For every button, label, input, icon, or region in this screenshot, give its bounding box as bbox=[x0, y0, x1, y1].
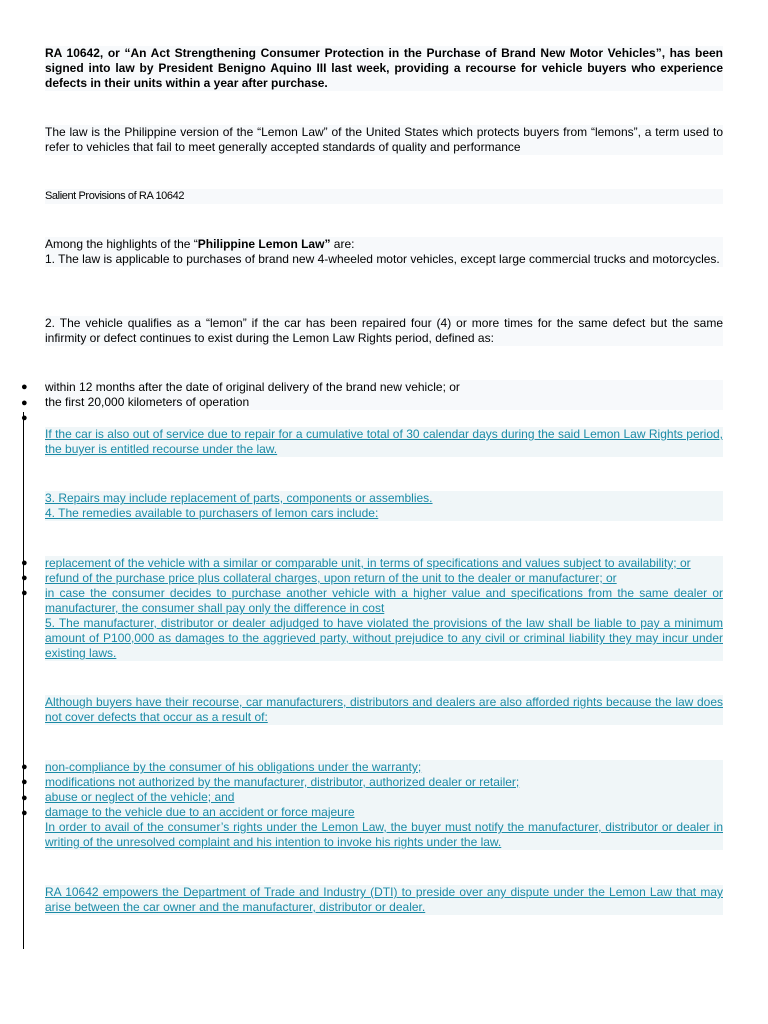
list-item[interactable]: non-compliance by the consumer of his obligations under the warranty; bbox=[45, 760, 422, 774]
item-3-link[interactable]: 3. Repairs may include replacement of parts, components or assemblies. bbox=[45, 491, 433, 505]
list-item[interactable]: damage to the vehicle due to an accident or force majeure bbox=[45, 805, 355, 819]
lemon-law-intro-text: The law is the Philippine version of the “Lemon Law” of the United States which protects buyers from “lemons”, a term used to refer to vehicles that fail to meet generally accepted standards of quality and performance bbox=[45, 125, 723, 154]
bullet-icon: ● bbox=[21, 381, 28, 393]
out-of-service-paragraph[interactable] bbox=[45, 427, 723, 457]
dealer-rights-link[interactable]: Although buyers have their recourse, car manufacturers, distributors and dealers are also afforded rights because the law does not cover defects that occur as a result of: bbox=[45, 695, 723, 724]
bullet-icon: ● bbox=[21, 557, 28, 569]
items-3-4 bbox=[45, 491, 723, 521]
item-2-paragraph bbox=[45, 316, 723, 346]
remedies-list bbox=[45, 556, 723, 661]
highlights-line bbox=[45, 237, 723, 252]
list-item[interactable]: replacement of the vehicle with a similar or comparable unit, in terms of specifications and values subject to availability; or bbox=[45, 556, 691, 570]
highlights-suffix: are: bbox=[330, 237, 355, 251]
highlight-item-1: 1. The law is applicable to purchases of brand new 4-wheeled motor vehicles, except large commercial trucks and motorcycles. bbox=[45, 252, 720, 266]
lemon-law-intro bbox=[45, 125, 723, 155]
bullet-icon: ● bbox=[21, 776, 28, 788]
dealer-rights-paragraph bbox=[45, 695, 723, 725]
list-item: within 12 months after the date of original delivery of the brand new vehicle; or bbox=[45, 380, 460, 394]
notify-link[interactable]: In order to avail of the consumer’s rights under the Lemon Law, the buyer must notify the manufacturer, distributor or dealer in writing of the unresolved complaint and his intention to invoke his rights under the law. bbox=[45, 820, 723, 849]
intro-text: RA 10642, or “An Act Strengthening Consumer Protection in the Purchase of Brand New Motor Vehicles”, has been signed into law by President Benigno Aquino III last week, providing a recourse for vehicle buyers who experience defects in their units within a year after purchase. bbox=[45, 46, 723, 90]
margin-rule bbox=[23, 412, 24, 949]
bullet-icon: ● bbox=[21, 587, 28, 599]
highlights-bold: Philippine Lemon Law” bbox=[197, 237, 331, 251]
salient-heading bbox=[45, 189, 723, 204]
out-of-service-link[interactable]: If the car is also out of service due to repair for a cumulative total of 30 calendar days during the said Lemon Law Rights period, the buyer is entitled recourse under the law. bbox=[45, 427, 723, 456]
list-item: the first 20,000 kilometers of operation bbox=[45, 395, 250, 409]
item-4-link[interactable]: 4. The remedies available to purchasers of lemon cars include: bbox=[45, 506, 379, 520]
list-item[interactable]: abuse or neglect of the vehicle; and bbox=[45, 790, 235, 804]
exclusions-list bbox=[45, 760, 723, 850]
bullet-icon: ● bbox=[21, 412, 28, 424]
item-5-link[interactable]: 5. The manufacturer, distributor or dealer adjudged to have violated the provisions of the law shall be liable to pay a minimum amount of P100,000 as damages to the aggrieved party, without prejudice to any civil or criminal liability they may incur under existing laws. bbox=[45, 616, 723, 660]
salient-heading-text: Salient Provisions of RA 10642 bbox=[45, 190, 185, 202]
list-item[interactable]: modifications not authorized by the manufacturer, distributor, authorized dealer or retailer; bbox=[45, 775, 520, 789]
highlights-paragraph bbox=[45, 237, 723, 267]
highlights-prefix: Among the highlights of the “ bbox=[45, 237, 198, 251]
bullet-icon: ● bbox=[21, 761, 28, 773]
dti-paragraph bbox=[45, 885, 723, 915]
bullet-icon: ● bbox=[21, 397, 28, 409]
period-list bbox=[45, 380, 723, 410]
list-item[interactable]: refund of the purchase price plus collateral charges, upon return of the unit to the dealer or manufacturer; or bbox=[45, 571, 617, 585]
list-item[interactable]: in case the consumer decides to purchase another vehicle with a higher value and specifications from the same dealer or manufacturer, the consumer shall pay only the difference in cost bbox=[45, 586, 723, 615]
bullet-icon: ● bbox=[21, 792, 28, 804]
intro-paragraph bbox=[45, 46, 723, 91]
item-2-text: 2. The vehicle qualifies as a “lemon” if the car has been repaired four (4) or more times for the same defect but the same infirmity or defect continues to exist during the Lemon Law Rights period, defined as: bbox=[45, 316, 723, 345]
bullet-icon: ● bbox=[21, 807, 28, 819]
bullet-icon: ● bbox=[21, 572, 28, 584]
dti-link[interactable]: RA 10642 empowers the Department of Trade and Industry (DTI) to preside over any dispute under the Lemon Law that may arise between the car owner and the manufacturer, distributor or dealer. bbox=[45, 885, 723, 914]
